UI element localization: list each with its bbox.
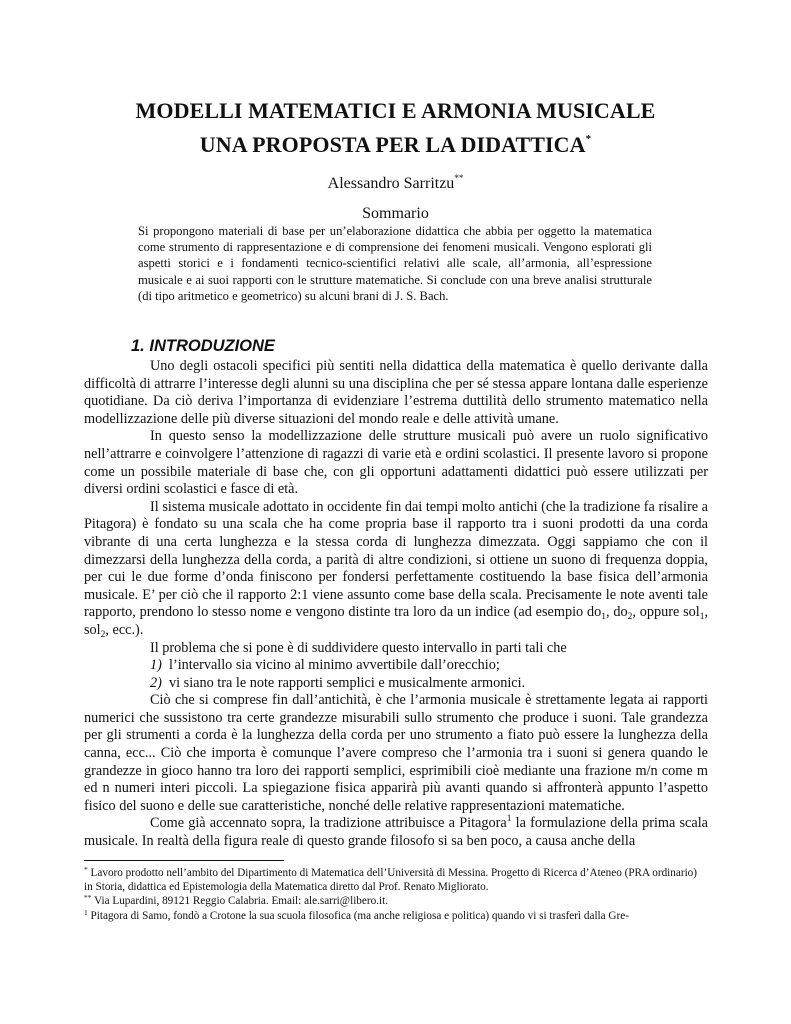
paragraph-3-text: , oppure sol <box>632 604 700 621</box>
body-text <box>84 358 708 851</box>
paragraph-6-text: Come già accennato sopra, la tradizione attribuisce a Pitagora <box>150 815 507 832</box>
footnote-text: Lavoro prodotto nell’ambito del Dipartimento di Matematica dell’Università di Messina. Progetto di Ricerca d’Ateneo (PRA ordinario) in Storia, didattica ed Epistemologia della Matematica diretto dal Prof. Renato Migliorato. <box>84 867 698 894</box>
list-item-2 <box>84 675 708 693</box>
paragraph-3-text: Il sistema musicale adottato in occidente fin dai tempi molto antichi (che la tradizione fa risalire a Pitagora) è fondato su una scala che ha come propria base il rapporto tra i suoni prodotti da una corda vibrante di una certa lunghezza e la stessa corda di lunghezza dimezzata. Oggi sappiamo che con il dimezzarsi della lunghezza della corda, a parità di altre condizioni, si ottiene un suono di frequenza doppia, per cui le due forme d’onda finiscono per fondersi perfettamente costituendo la base fisica dell’armonia musicale. E’ per ciò che il rapporto 2:1 viene assunto come base della scala. Precisamente le note aventi tale rapporto, prendono lo stesso nome e vengono distinte tra loro da un indice (ad esempio do <box>84 498 708 621</box>
footnote-3 <box>84 909 708 923</box>
subscript: 2 <box>627 612 633 623</box>
paragraph-3-text: , sol <box>84 604 709 638</box>
title-line-1: MODELLI MATEMATICI E ARMONIA MUSICALE <box>135 98 656 123</box>
author-line <box>0 168 791 194</box>
footnote-text: Via Lupardini, 89121 Reggio Calabria. Email: ale.sarri@libero.it. <box>91 895 388 908</box>
subscript: 1 <box>601 612 606 623</box>
footnote-1 <box>84 866 708 894</box>
footnote-separator <box>84 860 284 861</box>
footnote-2 <box>84 894 708 908</box>
list-item-text: vi siano tra le note rapporti semplici e musicalmente armonici. <box>169 674 526 691</box>
footnote-mark: 1 <box>84 907 88 917</box>
section-heading <box>131 336 275 356</box>
footnote-mark: ** <box>84 893 92 903</box>
paragraph-1: Uno degli ostacoli specifici più sentiti nella didattica della matematica è quello derivante dalla difficoltà di attrarre l’interesse degli alunni su una disciplina che per sé stessa appare lontana dalle esperienze quotidiane. Da ciò deriva l’importanza di evidenziare l’estrema duttilità dello strumento matematico nella modellizzazione delle più diverse situazioni del mondo reale e delle attività umane. <box>84 358 708 427</box>
footnote-mark: * <box>84 865 88 874</box>
subscript: 1 <box>699 612 705 623</box>
section-title: INTRODUZIONE <box>149 337 275 355</box>
author-footnote-mark: ** <box>454 173 464 183</box>
title-line-2-text: UNA PROPOSTA PER LA DIDATTICA <box>199 132 586 157</box>
paragraph-3-text: , do <box>605 604 628 621</box>
paragraph-6-text: la formulazione della prima scala musicale. In realtà della figura reale di questo grande filosofo si sa ben poco, a causa anche della <box>84 815 708 850</box>
list-item-1 <box>84 657 708 675</box>
footnotes <box>84 866 708 923</box>
paragraph-5: Ciò che si comprese fin dall’antichità, è che l’armonia musicale è strettamente legata ai rapporti numerici che sussistono tra certe grandezze misurabili sullo strumento che produce i suoni. Tale grandezza per gli strumenti a corda è la lunghezza della corda per uno strumento a fiato può essere la lunghezza della canna, ecc... Ciò che importa è comunque l’avere compreso che l’armonia tra i suoni si genera quando le grandezze in gioco hanno tra loro dei rapporti semplici, esprimibili cioè mediante una frazione m/n come m ed n numeri interi piccoli. La spiegazione fisica apparirà più avanti quando si affronterà appunto l’aspetto fisico del suono e delle sue caratteristiche, nonché delle relative rappresentazioni matematiche. <box>84 692 708 814</box>
paragraph-6 <box>84 815 708 850</box>
subscript: 2 <box>100 629 106 640</box>
author-name: Alessandro Sarritzu <box>327 175 455 192</box>
footnote-text: Pitagora di Samo, fondò a Crotone la sua scuola filosofica (ma anche religiosa e politica) quando vi si trasferì dalla Gre- <box>87 909 629 922</box>
paper-title <box>0 97 791 159</box>
paragraph-2: In questo senso la modellizzazione delle strutture musicali può avere un ruolo significativo nell’attrarre e coinvolgere l’attenzione di ragazzi di varie età e ordini scolastici. Il presente lavoro si propone come un possibile materiale di base che, con gli opportuni adattamenti didattici può essere utilizzati per diversi ordini scolastici e fasce di età. <box>84 428 708 498</box>
title-line-2 <box>0 125 791 159</box>
title-footnote-mark: * <box>585 133 592 145</box>
list-number: 2) <box>150 674 162 691</box>
abstract-heading: Sommario <box>362 205 429 222</box>
abstract-text: Si propongono materiali di base per un’elaborazione didattica che abbia per oggetto la matematica come strumento di rappresentazione e di comprensione dei fenomeni musicali. Vengono esplorati gli aspetti storici e i fondamenti tecnico-scientifici relativi alle scale, all’armonia, all’espressione musicale e ai suoi rapporti con le strutture matematiche. Si conclude con una breve analisi strutturale (di tipo aritmetico e geometrico) su alcuni brani di J. S. Bach. <box>138 224 652 303</box>
list-number: 1) <box>150 657 162 674</box>
paragraph-4: Il problema che si pone è di suddividere questo intervallo in parti tali che <box>150 639 567 656</box>
list-item-text: l’intervallo sia vicino al minimo avvertibile dall’orecchio; <box>169 657 500 674</box>
paragraph-3-text: , ecc.). <box>105 621 144 638</box>
paragraph-3 <box>84 499 708 640</box>
section-number: 1. <box>131 337 145 355</box>
footnote-ref: 1 <box>506 814 512 825</box>
